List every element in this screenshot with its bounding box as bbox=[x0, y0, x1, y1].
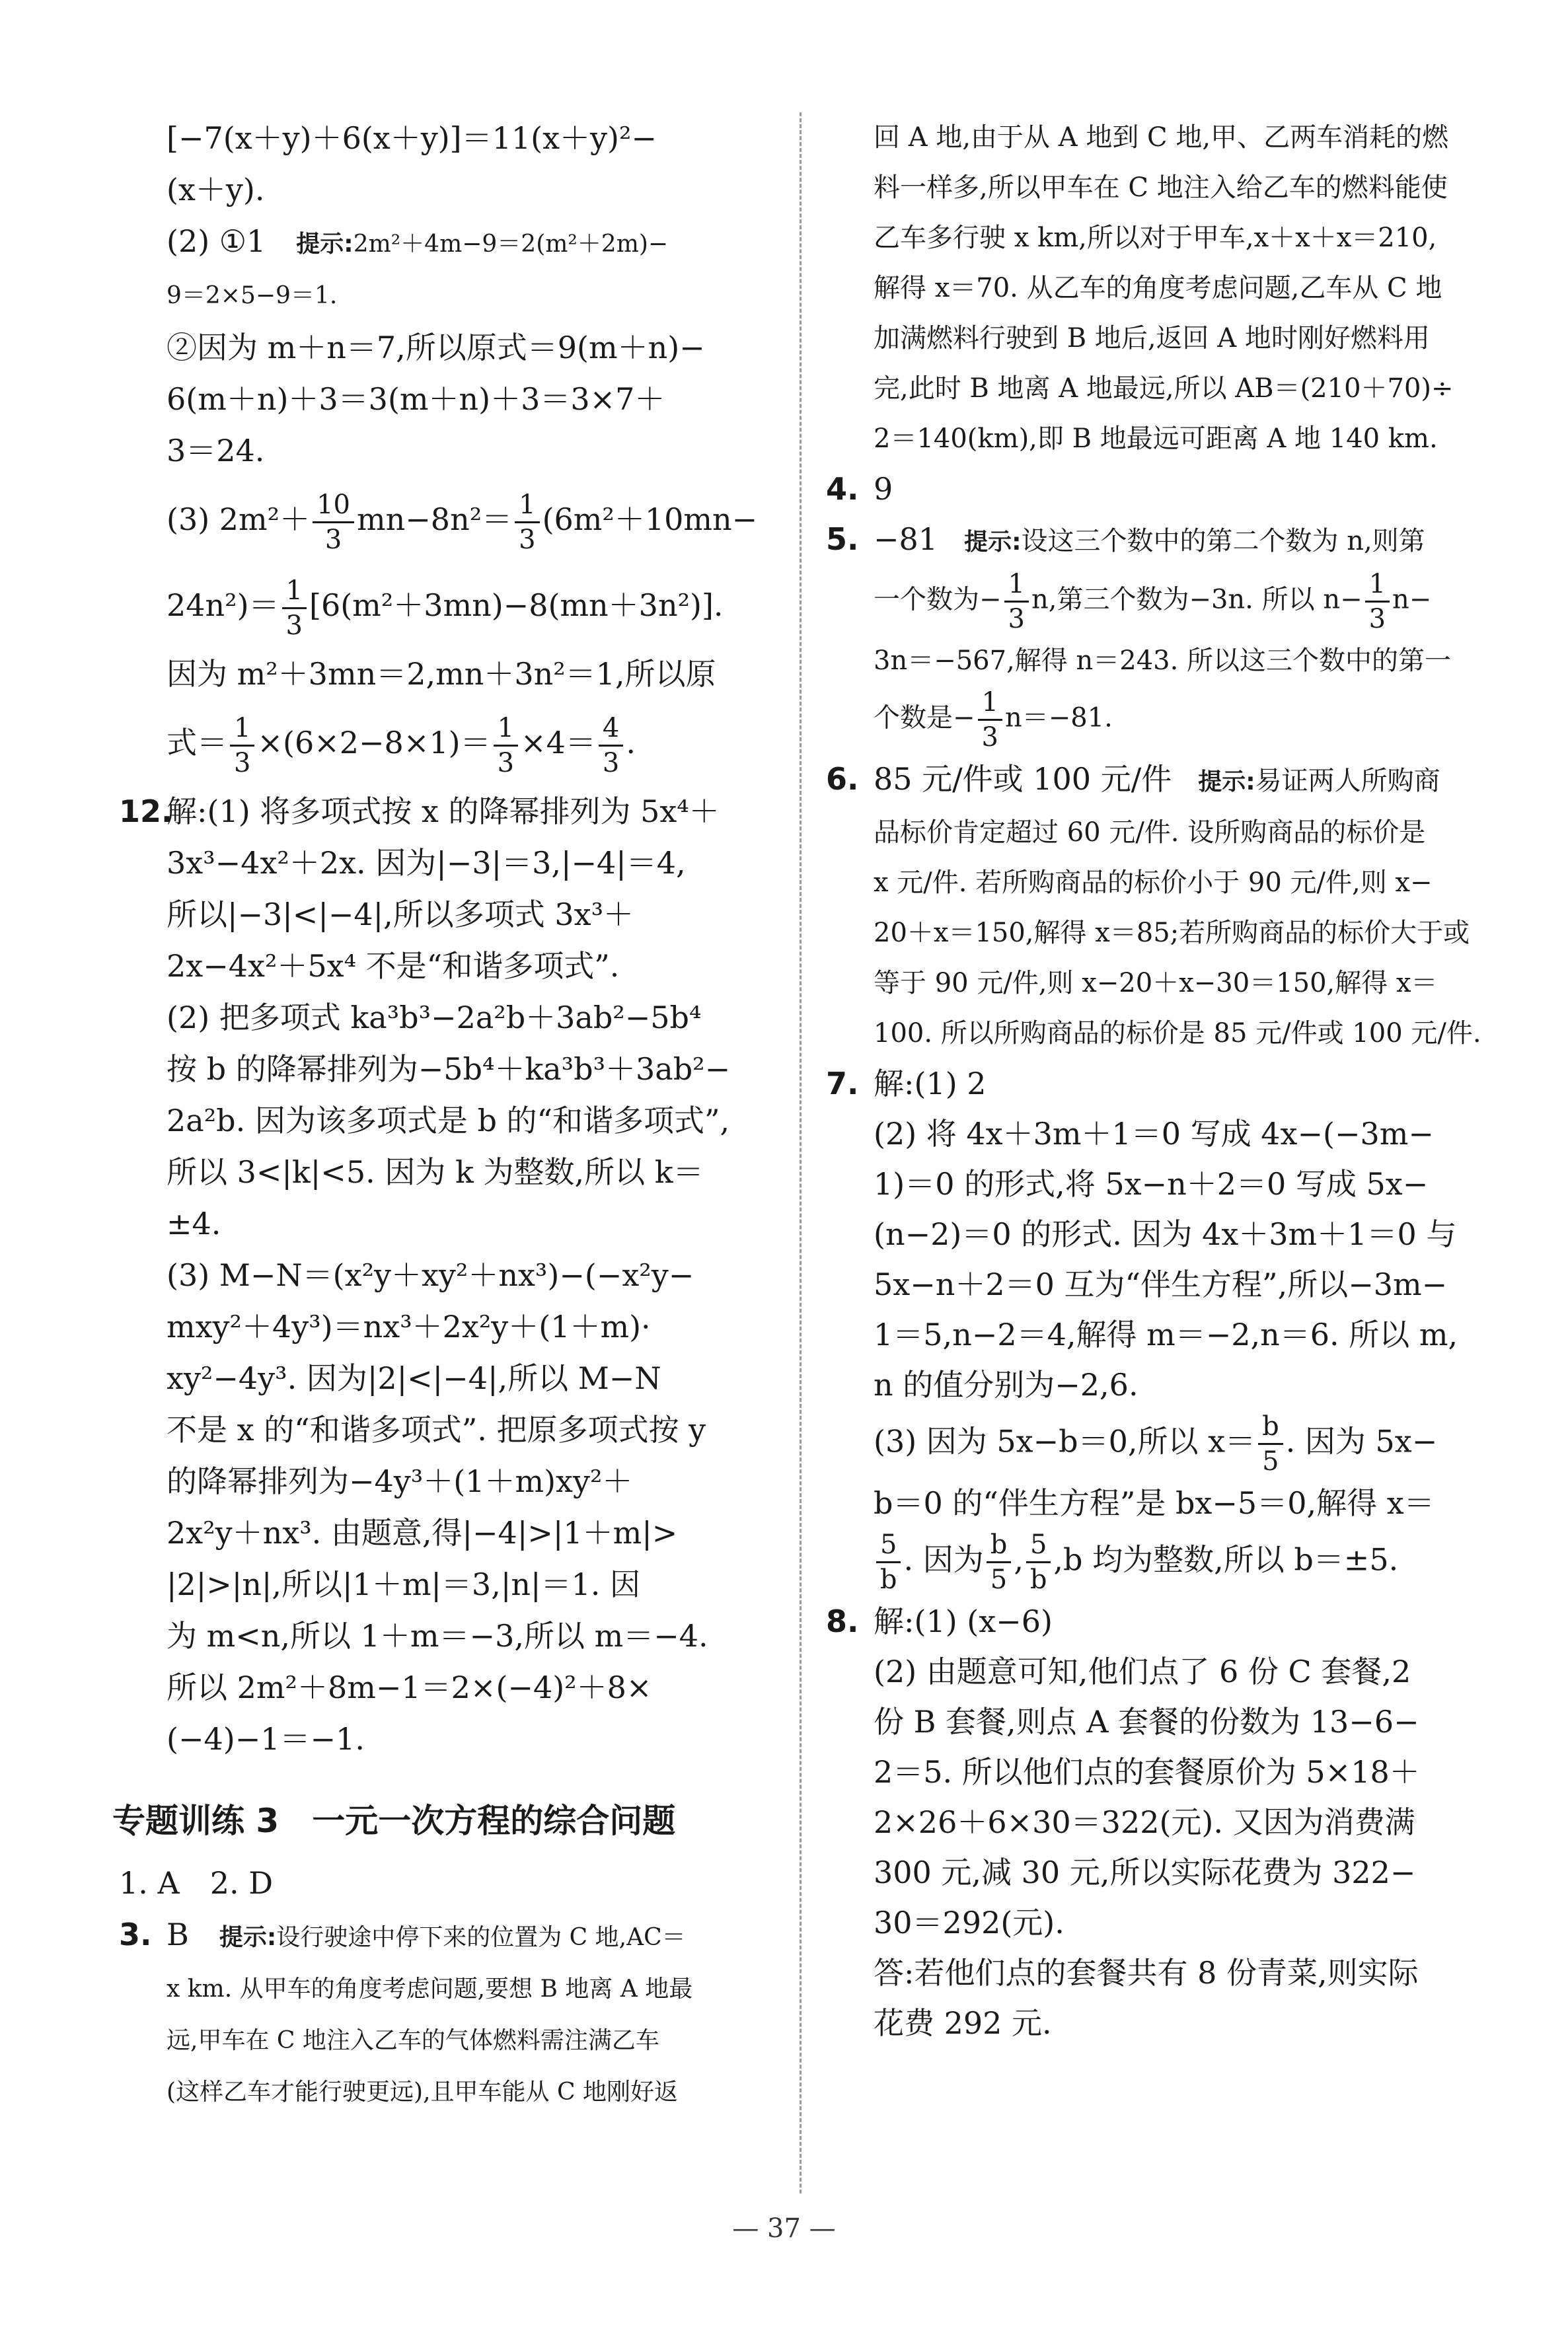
text-line: 9＝2×5−9＝1. bbox=[167, 282, 338, 309]
page-number: — 37 — bbox=[732, 2213, 836, 2244]
text-line: 100. 所以所购商品的标价是 85 元/件或 100 元/件. bbox=[874, 1018, 1481, 1049]
text-line: 花费 292 元. bbox=[874, 2005, 1052, 2041]
text-line: 1)＝0 的形式,将 5x−n＋2＝0 写成 5x− bbox=[874, 1166, 1429, 1202]
text-line: 乙车多行驶 x km,所以对于甲车,x＋x＋x＝210, bbox=[874, 223, 1437, 253]
fraction: $\frac{1}{3}$ bbox=[494, 712, 518, 780]
text-line: (3) 因为 5x−b＝0,所以 x＝ $\frac{b}{5}$ . 因为 5x− bbox=[874, 1411, 1438, 1477]
text-line: 等于 90 元/件,则 x−20＋x−30＝150,解得 x＝ bbox=[874, 968, 1438, 998]
question-number: 12. bbox=[119, 793, 173, 829]
question-number: 3. bbox=[119, 1917, 152, 1952]
text-line: 回 A 地,由于从 A 地到 C 地,甲、乙两车消耗的燃 bbox=[874, 122, 1449, 153]
question-6: 6. 85 元/件或 100 元/件 提示:易证两人所购商 bbox=[826, 754, 1474, 807]
text-line: 2＝140(km),即 B 地最远可距离 A 地 140 km. bbox=[874, 424, 1438, 454]
text-line: 远,甲车在 C 地注入乙车的气体燃料需注满乙车 bbox=[167, 2027, 659, 2054]
fraction: $\frac{1}{3}$ bbox=[230, 712, 254, 780]
text-line: 加满燃料行驶到 B 地后,返回 A 地时刚好燃料用 bbox=[874, 323, 1430, 353]
question-number: 4. bbox=[826, 471, 859, 507]
text-line: [−7(x＋y)＋6(x＋y)]＝11(x＋y)²− bbox=[167, 120, 657, 156]
text-line: (2) 由题意可知,他们点了 6 份 C 套餐,2 bbox=[874, 1654, 1411, 1689]
question-12: 12.解:(1) 将多项式按 x 的降幂排列为 5x⁴＋ bbox=[119, 786, 766, 837]
question-number: 6. bbox=[826, 761, 859, 797]
fraction: $\frac{5}{b}$ bbox=[1026, 1528, 1051, 1596]
text-line: 按 b 的降幂排列为−5b⁴＋ka³b³＋3ab²− bbox=[167, 1051, 731, 1087]
text-line: 2a²b. 因为该多项式是 b 的“和谐多项式”, bbox=[167, 1103, 730, 1138]
text-line: 3n＝−567,解得 n＝243. 所以这三个数中的第一 bbox=[874, 646, 1452, 676]
fraction: $\frac{4}{3}$ bbox=[599, 712, 623, 780]
text-line: 30＝292(元). bbox=[874, 1905, 1064, 1940]
text-line: x km. 从甲车的角度考虑问题,要想 B 地离 A 地最 bbox=[167, 1975, 693, 2003]
text-line: 1＝5,n−2＝4,解得 m＝−2,n＝6. 所以 m, bbox=[874, 1317, 1458, 1352]
text-line: $\frac{5}{b}$ . 因为 $\frac{b}{5}$ , $\frac{5}{b}$ ,b 均为整数,所以 b＝±5. bbox=[826, 1528, 1474, 1596]
text-line: 所以 2m²＋8m−1＝2×(−4)²＋8× bbox=[167, 1670, 652, 1705]
text-line: 个数是− $\frac{1}{3}$ n＝−81. bbox=[874, 687, 1113, 753]
text-line: 料一样多,所以甲车在 C 地注入给乙车的燃料能使 bbox=[874, 172, 1448, 203]
text-line: mxy²＋4y³)＝nx³＋2x²y＋(1＋m)· bbox=[167, 1309, 651, 1345]
hint-label: 提示: bbox=[1198, 768, 1255, 795]
text-line: 答:若他们点的套餐共有 8 份青菜,则实际 bbox=[874, 1955, 1419, 1991]
text-line: (2) ①1 提示:2m²＋4m−9＝2(m²＋2m)− bbox=[167, 223, 669, 259]
text-line: 因为 m²＋3mn＝2,mn＋3n²＝1,所以原 bbox=[167, 656, 716, 692]
question-number: 8. bbox=[826, 1604, 859, 1639]
text-line: 解得 x＝70. 从乙车的角度考虑问题,乙车从 C 地 bbox=[874, 273, 1442, 303]
text-line: 300 元,减 30 元,所以实际花费为 322− bbox=[874, 1855, 1416, 1890]
text-line: n 的值分别为−2,6. bbox=[874, 1367, 1139, 1403]
text-line: 3x³−4x²＋2x. 因为|−3|＝3,|−4|＝4, bbox=[167, 845, 686, 881]
fraction: $\frac{b}{5}$ bbox=[987, 1528, 1012, 1596]
text-line: 3＝24. bbox=[167, 433, 265, 468]
question-5: 5. −81 提示:设这三个数中的第二个数为 n,则第 bbox=[826, 514, 1474, 568]
question-4: 4. 9 bbox=[826, 464, 1474, 514]
text-line: 的降幂排列为−4y³＋(1＋m)xy²＋ bbox=[167, 1463, 633, 1499]
text-line: 一个数为− $\frac{1}{3}$ n,第三个数为−3n. 所以 n− $\frac{1}{3}$ n− bbox=[874, 569, 1432, 634]
fraction: $\frac{1}{3}$ bbox=[515, 488, 539, 556]
text-line: 2×26＋6×30＝322(元). 又因为消费满 bbox=[874, 1804, 1415, 1840]
question-8: 8. 解:(1) (x−6) bbox=[826, 1596, 1474, 1646]
fraction: $\frac{b}{5}$ bbox=[1258, 1410, 1283, 1478]
text-line: 不是 x 的“和谐多项式”. 把原多项式按 y bbox=[167, 1412, 706, 1448]
text-line: (x＋y). bbox=[167, 172, 265, 207]
fraction: $\frac{1}{3}$ bbox=[1004, 568, 1029, 636]
text-line: |2|>|n|,所以|1＋m|＝3,|n|＝1. 因 bbox=[167, 1567, 640, 1602]
hint-label: 提示: bbox=[219, 1924, 277, 1951]
text-line: 品标价肯定超过 60 元/件. 设所购商品的标价是 bbox=[874, 817, 1426, 848]
question-3: 3. B 提示:设行驶途中停下来的位置为 C 地,AC＝ bbox=[119, 1909, 766, 1964]
text-line: (−4)−1＝−1. bbox=[167, 1721, 365, 1757]
text-line: 所以 3<|k|<5. 因为 k 为整数,所以 k＝ bbox=[167, 1154, 704, 1190]
text-line: 20＋x＝150,解得 x＝85;若所购商品的标价大于或 bbox=[874, 918, 1470, 948]
fraction: $\frac{1}{3}$ bbox=[282, 574, 307, 642]
text-line: (2) 把多项式 ka³b³−2a²b＋3ab²−5b⁴ bbox=[167, 1000, 702, 1035]
question-7: 7. 解:(1) 2 bbox=[826, 1058, 1474, 1109]
fraction: $\frac{5}{b}$ bbox=[876, 1528, 901, 1596]
text-line: x 元/件. 若所购商品的标价小于 90 元/件,则 x− bbox=[874, 867, 1433, 898]
question-number: 7. bbox=[826, 1066, 859, 1101]
right-column bbox=[826, 112, 1481, 2048]
text-line: ②因为 m＋n＝7,所以原式＝9(m＋n)− bbox=[167, 330, 705, 365]
text-line: (3) 2m²＋ $\frac{10}{3}$ mn−8n²＝ $\frac{1}{3}$ (6m²＋10mn− bbox=[167, 489, 758, 555]
fraction: $\frac{1}{3}$ bbox=[978, 686, 1002, 754]
fraction: $\frac{10}{3}$ bbox=[313, 488, 354, 556]
text-line: (3) M−N＝(x²y＋xy²＋nx³)−(−x²y− bbox=[167, 1257, 694, 1293]
hint-label: 提示: bbox=[296, 231, 354, 258]
text-line: 24n²)＝ $\frac{1}{3}$ [6(m²＋3mn)−8(mn＋3n²)]. bbox=[167, 575, 724, 641]
text-line: xy²−4y³. 因为|2|<|−4|,所以 M−N bbox=[167, 1360, 661, 1396]
text-line: 2x−4x²＋5x⁴ 不是“和谐多项式”. bbox=[167, 948, 620, 984]
text-line: 为 m<n,所以 1＋m＝−3,所以 m＝−4. bbox=[167, 1618, 708, 1654]
text-line: (2) 将 4x＋3m＋1＝0 写成 4x−(−3m− bbox=[874, 1116, 1434, 1152]
text-line: 5x−n＋2＝0 互为“伴生方程”,所以−3m− bbox=[874, 1267, 1448, 1302]
text-line: 6(m＋n)＋3＝3(m＋n)＋3＝3×7＋ bbox=[167, 381, 665, 417]
text-line: 完,此时 B 地离 A 地最远,所以 AB＝(210＋70)÷ bbox=[874, 373, 1454, 404]
text-line: 所以|−3|<|−4|,所以多项式 3x³＋ bbox=[167, 897, 634, 932]
hint-label: 提示: bbox=[964, 529, 1022, 556]
section-title: 专题训练 3 一元一次方程的综合问题 bbox=[112, 1802, 676, 1840]
fraction: $\frac{1}{3}$ bbox=[1365, 568, 1390, 636]
left-column bbox=[112, 112, 766, 2118]
text-line: 式＝ $\frac{1}{3}$ ×(6×2−8×1)＝ $\frac{1}{3}$ ×4＝ $\frac{4}{3}$ . bbox=[167, 712, 636, 778]
text-line: (这样乙车才能行驶更远),且甲车能从 C 地刚好返 bbox=[167, 2079, 678, 2106]
text-line: 2＝5. 所以他们点的套餐原价为 5×18＋ bbox=[874, 1754, 1420, 1790]
answer-line: 1. A 2. D bbox=[119, 1865, 274, 1901]
text-line: b＝0 的“伴生方程”是 bx−5＝0,解得 x＝ bbox=[874, 1485, 1435, 1521]
text-line: 份 B 套餐,则点 A 套餐的份数为 13−6− bbox=[874, 1704, 1419, 1740]
column-divider bbox=[800, 112, 802, 2194]
text-line: ±4. bbox=[167, 1206, 221, 1241]
text-line: (n−2)＝0 的形式. 因为 4x＋3m＋1＝0 与 bbox=[874, 1216, 1457, 1252]
text-line: 2x²y＋nx³. 由题意,得|−4|>|1＋m|> bbox=[167, 1515, 678, 1551]
question-number: 5. bbox=[826, 521, 859, 557]
